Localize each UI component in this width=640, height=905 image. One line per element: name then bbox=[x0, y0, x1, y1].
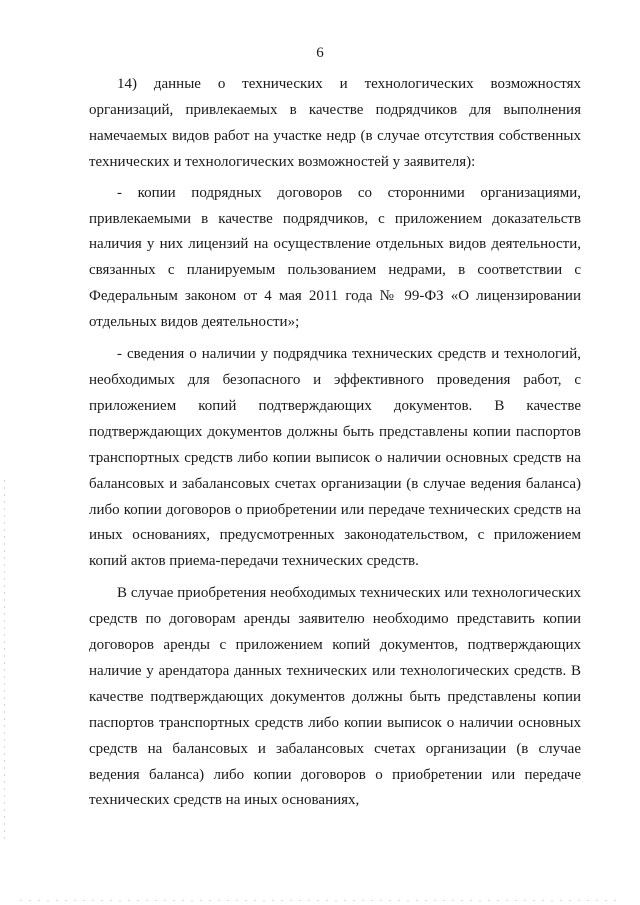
paragraph-lease-case: В случае приобретения необходимых технических или технологических средств по договорам аренды заявителю необходимо представить копии договоров аренды с приложением копий документов, подтверждающих наличие у арендатора данных технических или технологических средств. В качестве подтверждающих документов должны быть представлены копии паспортов транспортных средств либо копии выписок о наличии основных средств на балансовых и забалансовых счетах организации (в случае ведения баланса) либо копии договоров о приобретении или передаче технических средств на иных основаниях, bbox=[89, 585, 581, 809]
scan-bottom-artifact bbox=[20, 900, 620, 901]
page-number: 6 bbox=[316, 45, 324, 61]
paragraph-contractor-equipment: - сведения о наличии у подрядчика технических средств и технологий, необходимых для безопасного и эффективного проведения работ, с приложением копий подтверждающих документов. В качестве подтверждающих документов должны быть представлены копии паспортов транспортных средств либо копии выписок о наличии основных средств на балансовых и забалансовых счетах организации (в случае ведения баланса) либо копии договоров о приобретении или передаче технических средств на иных основаниях, предусмотренных законодательством, с приложением копий актов приема-передачи технических средств. bbox=[89, 346, 581, 570]
document-body bbox=[89, 72, 581, 814]
paragraph-contractor-agreements: - копии подрядных договоров со сторонними организациями, привлекаемыми в качестве подрядчиков, с приложением доказательств наличия у них лицензий на осуществление отдельных видов деятельности, связанных с планируемым пользованием недрами, в соответствии с Федеральным законом от 4 мая 2011 года № 99-ФЗ «О лицензировании отдельных видов деятельности»; bbox=[89, 184, 581, 331]
scan-edge-artifact bbox=[4, 480, 5, 840]
paragraph-item-14: 14) данные о технических и технологических возможностях организаций, привлекаемых в качестве подрядчиков для выполнения намечаемых видов работ на участке недр (в случае отсутствия собственных технических и технологических возможностей у заявителя): bbox=[89, 76, 581, 170]
